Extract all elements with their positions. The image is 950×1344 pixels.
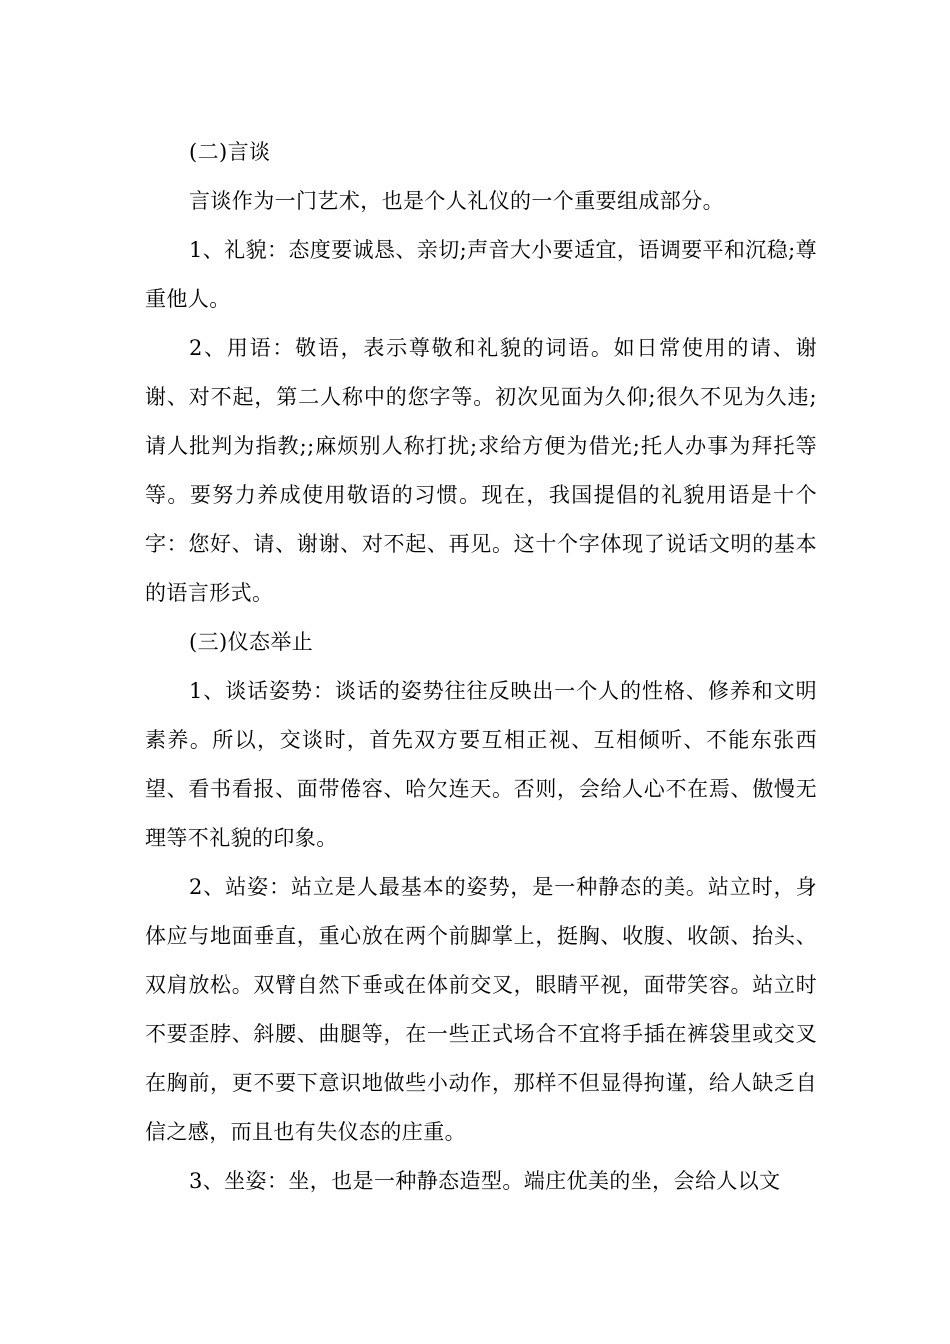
paragraph-courtesy: 1、礼貌：态度要诚恳、亲切;声音大小要适宜，语调要平和沉稳;尊重他人。 <box>145 238 817 311</box>
paragraph-talking-posture: 1、谈话姿势：谈话的姿势往往反映出一个人的性格、修养和文明素养。所以，交谈时，首先双方要互相正视、互相倾听、不能东张西望、看书看报、面带倦容、哈欠连天。否则，会给人心不在焉、傲慢无理等不礼貌的印象。 <box>145 679 817 850</box>
paragraph-polite-terms: 2、用语：敬语，表示尊敬和礼貌的词语。如日常使用的请、谢谢、对不起，第二人称中的您字等。初次见面为久仰;很久不见为久违;请人批判为指教;;麻烦别人称打扰;求给方便为借光;托人办事为拜托等等。要努力养成使用敬语的习惯。现在，我国提倡的礼貌用语是十个字：您好、请、谢谢、对不起、再见。这十个字体现了说话文明的基本的语言形式。 <box>145 336 817 605</box>
paragraph-sitting-posture: 3、坐姿：坐，也是一种静态造型。端庄优美的坐，会给人以文 <box>189 1169 781 1193</box>
paragraph-standing-posture: 2、站姿：站立是人最基本的姿势，是一种静态的美。站立时，身体应与地面垂直，重心放在两个前脚掌上，挺胸、收腹、收颌、抬头、双肩放松。双臂自然下垂或在体前交叉，眼睛平视，面带笑容。站立时不要歪脖、斜腰、曲腿等，在一些正式场合不宜将手插在裤袋里或交叉在胸前，更不要下意识地做些小动作，那样不但显得拘谨，给人缺乏自信之感，而且也有失仪态的庄重。 <box>145 875 817 1144</box>
document-body <box>145 128 817 1206</box>
paragraph-intro: 言谈作为一门艺术，也是个人礼仪的一个重要组成部分。 <box>189 189 724 213</box>
section-heading-speech: (二)言谈 <box>189 140 271 164</box>
section-heading-deportment: (三)仪态举止 <box>189 630 314 654</box>
